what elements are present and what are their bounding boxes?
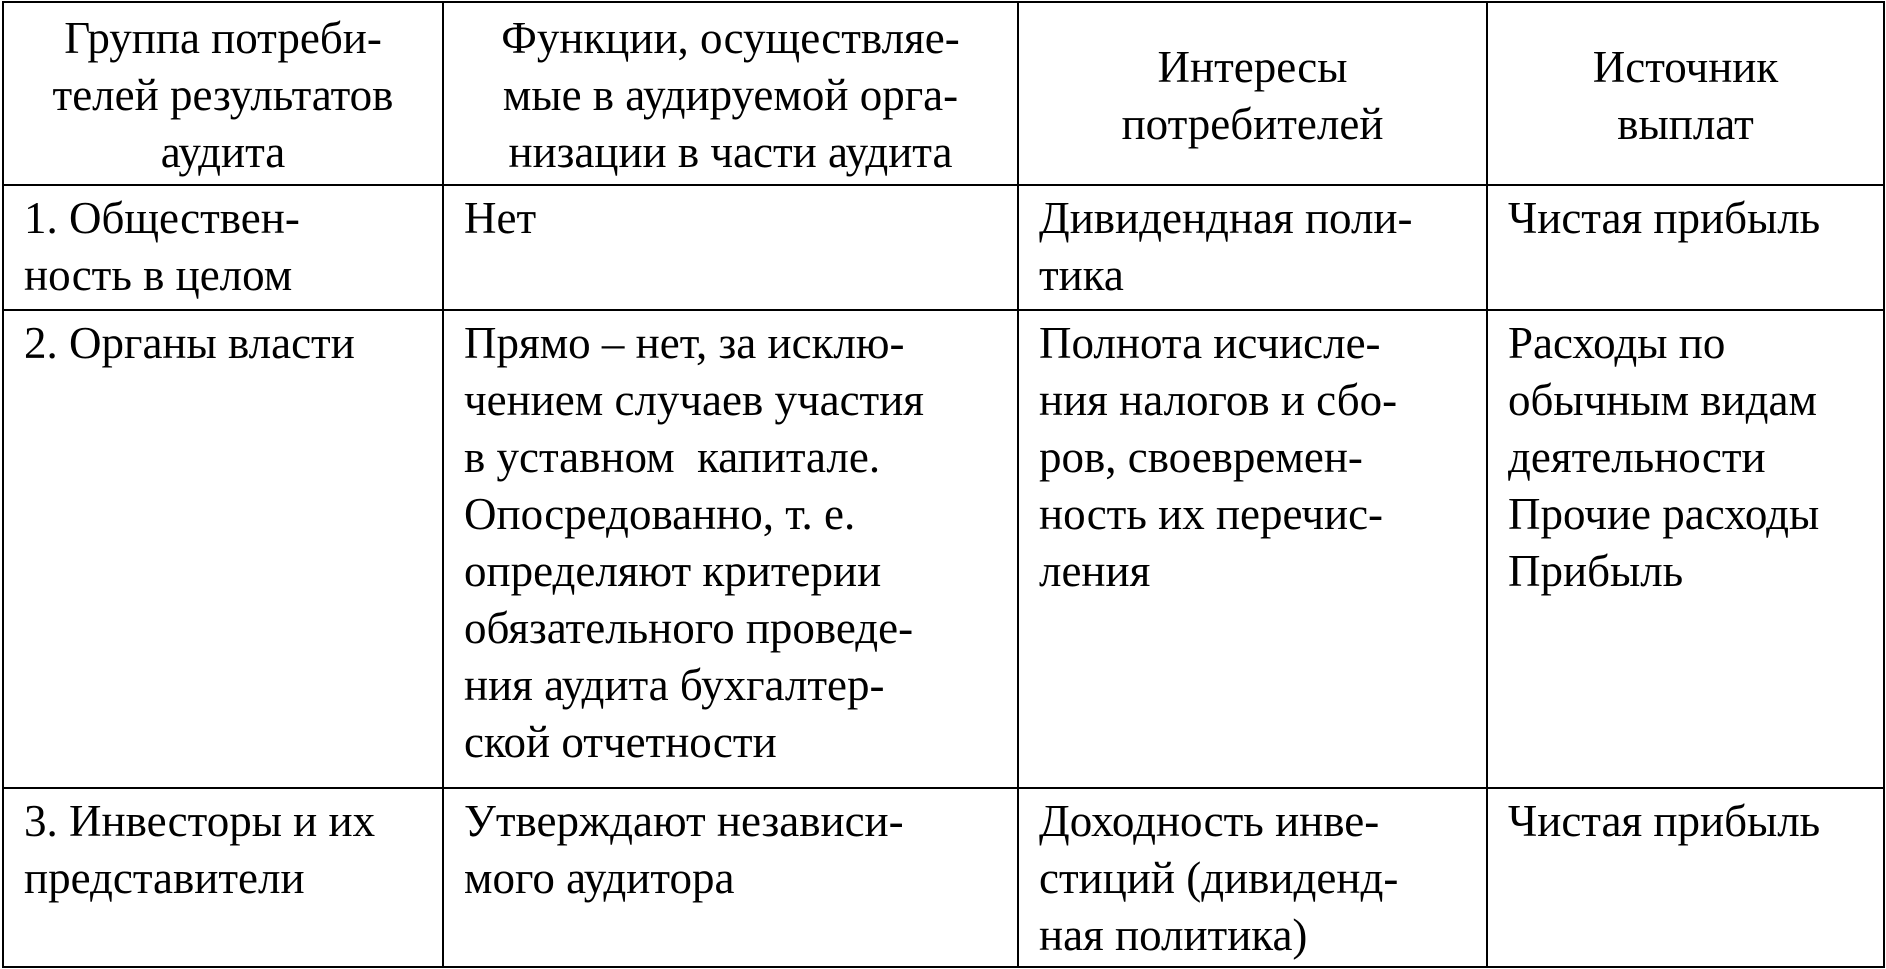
cell-text-line: Расходы по <box>1508 318 1726 368</box>
header-text-line: Интересы <box>1157 41 1348 92</box>
cell-interests <box>1018 185 1487 310</box>
cell-text-line: ность их перечис- <box>1039 489 1384 539</box>
header-text-line: телей результатов <box>52 70 394 120</box>
cell-text-line: представители <box>24 853 305 903</box>
header-text-line: Источник <box>1592 41 1779 92</box>
cell-consumer-group <box>3 185 443 310</box>
cell-text-line: Нет <box>464 193 537 243</box>
cell-text-line: Прибыль <box>1508 546 1684 596</box>
header-interests <box>1018 2 1487 185</box>
cell-interests <box>1018 788 1487 967</box>
cell-text-line: Опосредованно, т. е. <box>464 489 856 539</box>
table-header-row <box>3 2 1884 185</box>
header-text-line: аудита <box>160 127 286 177</box>
cell-text-line: Утверждают независи- <box>464 796 904 846</box>
cell-text-line: в уставном капитале. <box>464 432 881 482</box>
cell-text-line: деятельности <box>1508 432 1766 482</box>
cell-payment-source <box>1487 185 1884 310</box>
cell-text-line: Чистая прибыль <box>1508 796 1821 846</box>
table-row <box>3 310 1884 788</box>
cell-text-line: мого аудитора <box>464 853 735 903</box>
cell-text-line: ная политика) <box>1039 910 1308 960</box>
header-text-line: Группа потреби- <box>64 13 382 63</box>
cell-text-line: стиций (дивиденд- <box>1039 853 1399 903</box>
cell-text-line: Полнота исчисле- <box>1039 318 1381 368</box>
table-row <box>3 185 1884 310</box>
cell-functions <box>443 788 1018 967</box>
cell-text-line: Доходность инве- <box>1039 796 1380 846</box>
cell-text-line: обязательного проведе- <box>464 603 914 653</box>
header-text-line: низации в части аудита <box>508 127 953 177</box>
header-text-line: потребителей <box>1121 98 1384 149</box>
header-payment-source <box>1487 2 1884 185</box>
cell-functions <box>443 185 1018 310</box>
cell-text-line: 3. Инвесторы и их <box>24 796 376 846</box>
cell-text-line: ров, своевремен- <box>1039 432 1363 482</box>
cell-text-line: определяют критерии <box>464 546 882 596</box>
cell-text-line: Прямо – нет, за исклю- <box>464 318 905 368</box>
cell-text-line: 2. Органы власти <box>24 318 355 368</box>
cell-consumer-group <box>3 310 443 788</box>
cell-text-line: ния аудита бухгалтер- <box>464 660 885 710</box>
table-row <box>3 788 1884 967</box>
cell-text-line: обычным видам <box>1508 375 1817 425</box>
cell-text-line: ния налогов и сбо- <box>1039 375 1398 425</box>
cell-text-line: 1. Обществен- <box>24 193 300 243</box>
cell-payment-source <box>1487 310 1884 788</box>
cell-text-line: ской отчетности <box>464 717 777 767</box>
audit-consumers-table <box>2 1 1885 968</box>
cell-text-line: тика <box>1039 250 1124 300</box>
cell-functions <box>443 310 1018 788</box>
header-text-line: мые в аудируемой орга- <box>502 70 959 120</box>
header-consumer-group <box>3 2 443 185</box>
cell-consumer-group <box>3 788 443 967</box>
cell-text-line: Чистая прибыль <box>1508 193 1821 243</box>
cell-text-line: Дивидендная поли- <box>1039 193 1413 243</box>
header-text-line: выплат <box>1617 98 1754 149</box>
header-functions <box>443 2 1018 185</box>
header-text-line: Функции, осуществляе- <box>501 13 960 63</box>
cell-text-line: ления <box>1039 546 1151 596</box>
cell-payment-source <box>1487 788 1884 967</box>
cell-interests <box>1018 310 1487 788</box>
cell-text-line: Прочие расходы <box>1508 489 1820 539</box>
cell-text-line: чением случаев участия <box>464 375 924 425</box>
cell-text-line: ность в целом <box>24 250 293 300</box>
